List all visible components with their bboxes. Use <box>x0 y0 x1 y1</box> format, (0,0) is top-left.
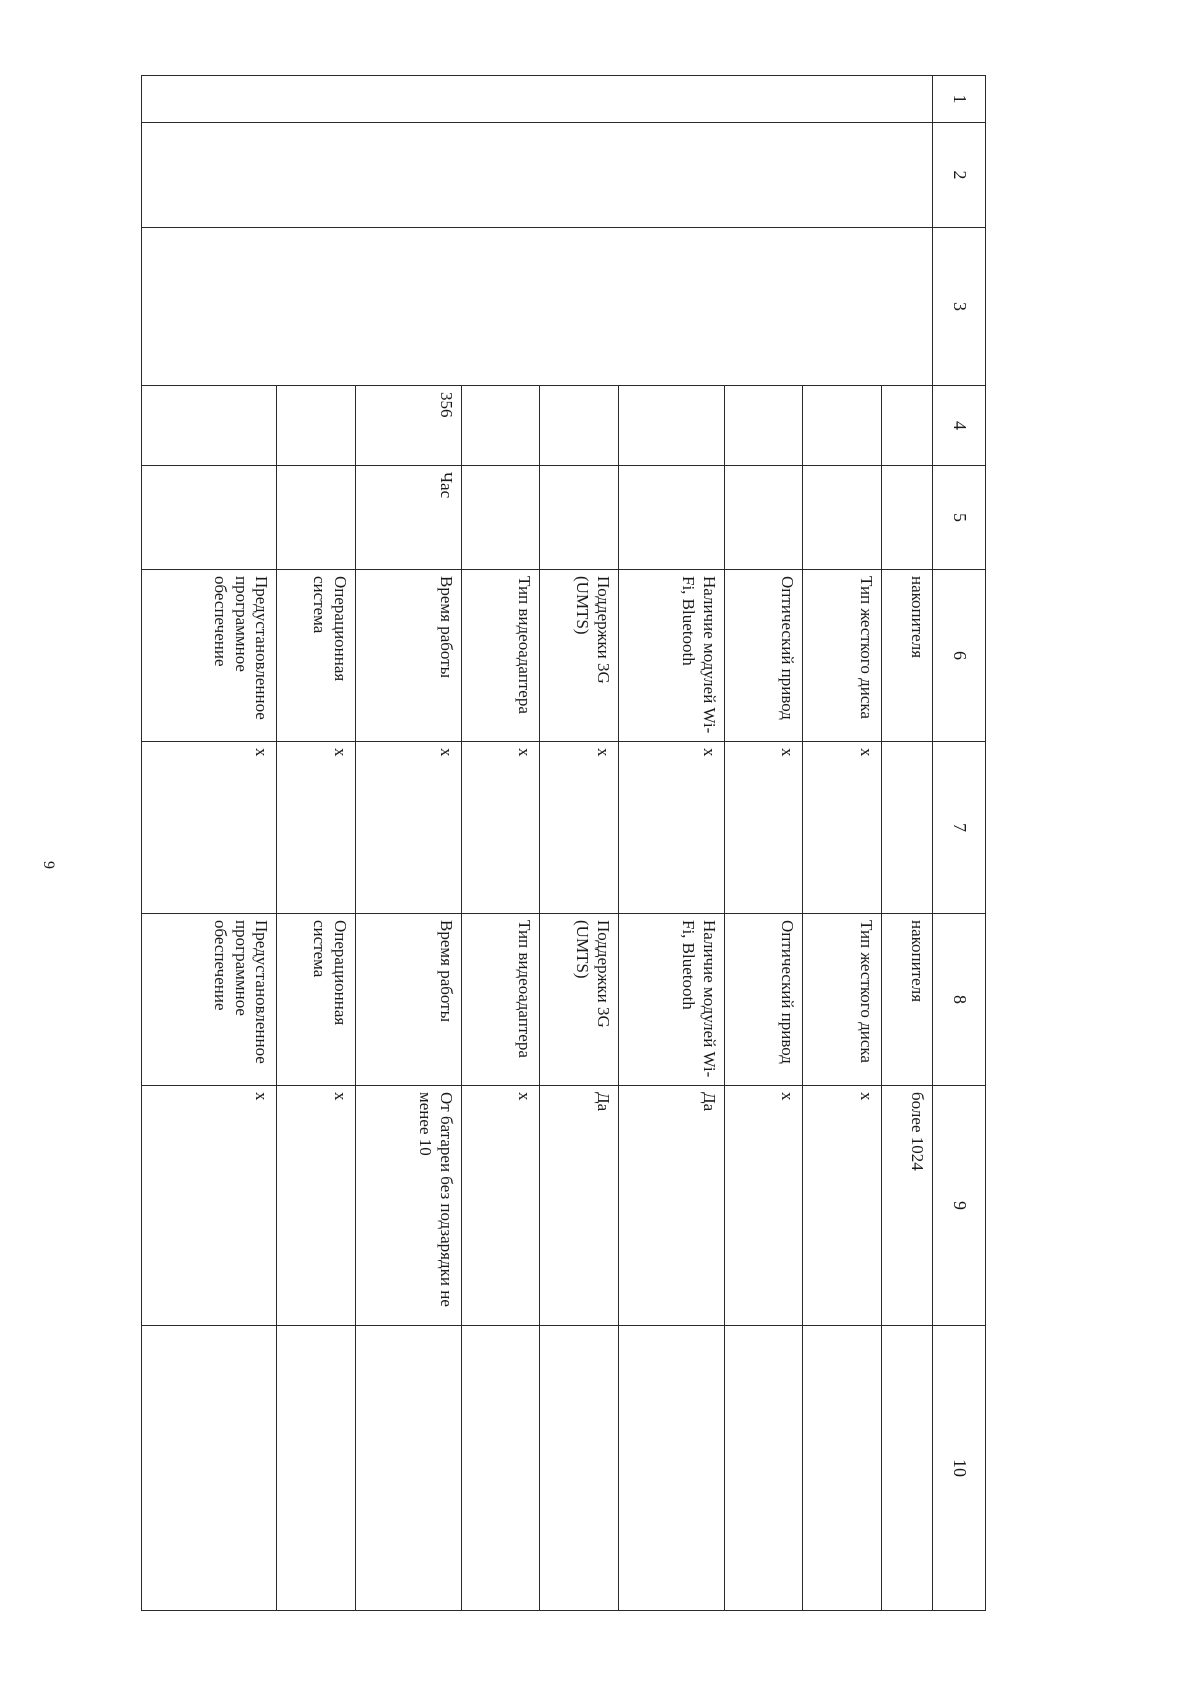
table-cell: От батареи без подзарядки не менее 10 <box>355 1086 461 1326</box>
table-cell <box>142 386 277 466</box>
table-cell: Тип жесткого диска <box>803 914 882 1086</box>
column-header-6: 6 <box>933 570 986 742</box>
table-cell: 356 <box>355 386 461 466</box>
column-header-3: 3 <box>933 228 986 386</box>
table-cell: Поддержки 3G (UMTS) <box>540 914 619 1086</box>
table-cell <box>881 386 932 466</box>
table-cell: Да <box>618 1086 724 1326</box>
table-cell: Час <box>355 466 461 570</box>
table-cell <box>724 1326 803 1611</box>
column-header-10: 10 <box>933 1326 986 1611</box>
table-cell: Время работы <box>355 914 461 1086</box>
table-cell: Предустановленное программное обеспечение <box>142 914 277 1086</box>
column-header-7: 7 <box>933 742 986 914</box>
table-cell: Операционная система <box>277 570 356 742</box>
table-cell: Поддержки 3G (UMTS) <box>540 570 619 742</box>
table-cell <box>881 742 932 914</box>
table-cell: x <box>277 742 356 914</box>
table-cell <box>803 466 882 570</box>
table-cell: x <box>803 742 882 914</box>
table-cell: более 1024 <box>881 1086 932 1326</box>
column-header-9: 9 <box>933 1086 986 1326</box>
table-cell: Предустановленное программное обеспечение <box>142 570 277 742</box>
table-cell: Тип видеоадаптера <box>461 914 540 1086</box>
table-cell: Оптический привод <box>724 914 803 1086</box>
table-cell <box>803 386 882 466</box>
table-cell: Наличие модулей Wi-Fi, Bluetooth <box>618 570 724 742</box>
table-cell: x <box>461 1086 540 1326</box>
page-number: 9 <box>40 861 57 869</box>
table-cell <box>277 1326 356 1611</box>
table-cell: x <box>277 1086 356 1326</box>
table-cell <box>881 1326 932 1611</box>
blank-cell-col1 <box>142 76 933 123</box>
table-cell <box>540 466 619 570</box>
table-cell: x <box>142 1086 277 1326</box>
table-cell: накопителя <box>881 914 932 1086</box>
table-cell <box>618 466 724 570</box>
column-header-8: 8 <box>933 914 986 1086</box>
column-header-5: 5 <box>933 466 986 570</box>
column-header-2: 2 <box>933 123 986 228</box>
table-row <box>881 76 932 1611</box>
table-cell <box>724 386 803 466</box>
table-cell <box>461 1326 540 1611</box>
table-cell <box>540 1326 619 1611</box>
table-cell: Да <box>540 1086 619 1326</box>
table-cell <box>355 1326 461 1611</box>
table-cell: x <box>618 742 724 914</box>
table-cell: x <box>724 1086 803 1326</box>
specification-table <box>141 75 986 1611</box>
table-cell: x <box>142 742 277 914</box>
table-cell <box>540 386 619 466</box>
table-cell <box>142 1326 277 1611</box>
table-cell <box>803 1326 882 1611</box>
table-cell: x <box>355 742 461 914</box>
table-cell: Тип видеоадаптера <box>461 570 540 742</box>
table-cell <box>618 1326 724 1611</box>
column-header-1: 1 <box>933 76 986 123</box>
table-cell: Оптический привод <box>724 570 803 742</box>
table-cell: x <box>803 1086 882 1326</box>
table-cell <box>618 386 724 466</box>
table-cell: Время работы <box>355 570 461 742</box>
table-cell: Операционная система <box>277 914 356 1086</box>
table-cell: Наличие модулей Wi-Fi, Bluetooth <box>618 914 724 1086</box>
table-container <box>141 75 986 1610</box>
table-cell: Тип жесткого диска <box>803 570 882 742</box>
blank-cell-col2 <box>142 123 933 228</box>
header-row <box>933 76 986 1611</box>
table-cell: накопителя <box>881 570 932 742</box>
table-cell <box>277 386 356 466</box>
table-cell: x <box>724 742 803 914</box>
table-cell <box>142 466 277 570</box>
blank-cell-col3 <box>142 228 933 386</box>
table-cell: x <box>461 742 540 914</box>
table-cell <box>277 466 356 570</box>
table-cell <box>881 466 932 570</box>
table-cell: x <box>540 742 619 914</box>
table-cell <box>461 386 540 466</box>
column-header-4: 4 <box>933 386 986 466</box>
table-cell <box>724 466 803 570</box>
table-cell <box>461 466 540 570</box>
